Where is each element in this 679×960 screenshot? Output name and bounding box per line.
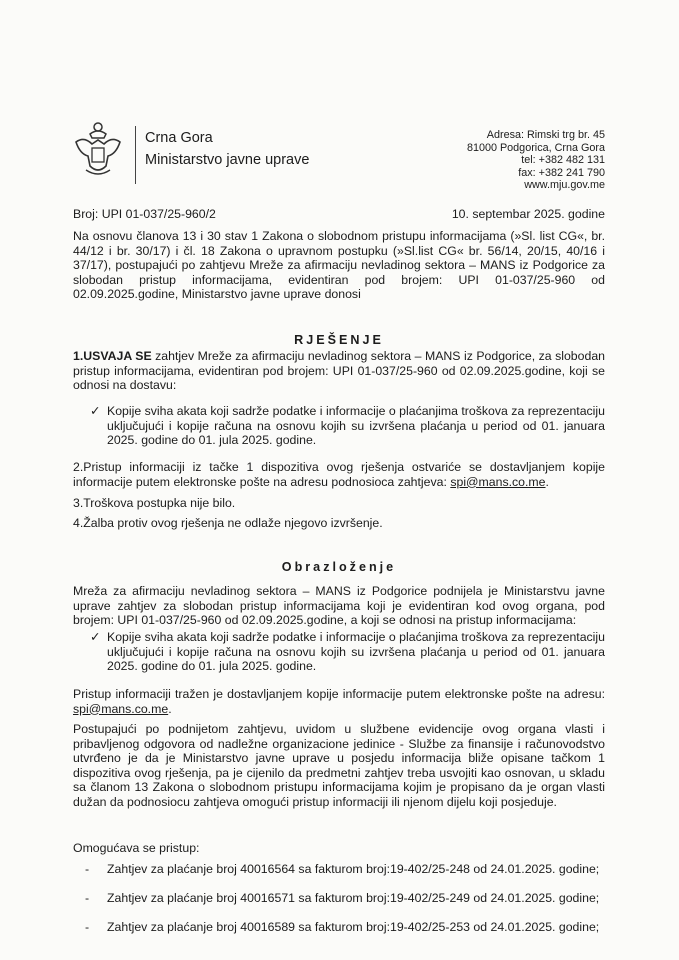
access-item bbox=[85, 920, 605, 935]
decision-item-2 bbox=[73, 460, 605, 489]
reasoning-bullet bbox=[90, 630, 605, 674]
address-block bbox=[467, 129, 605, 192]
checkmark-icon: ✓ bbox=[90, 404, 101, 418]
letterhead-divider bbox=[135, 126, 136, 184]
access-item-text: Zahtjev za plaćanje broj 40016564 sa fakturom broj:19-402/25-248 od 24.01.2025. godine; bbox=[107, 862, 600, 876]
access-intro: Omogućava se pristup: bbox=[73, 841, 200, 855]
decision-title: RJEŠENJE bbox=[294, 333, 384, 347]
intro-paragraph: Na osnovu članova 13 i 30 stav 1 Zakona o slobodnom pristupu informacijama (»Sl. list CG«, br. 44/12 i br. 30/17) i čl. 18 Zakona o upravnom postupku (»Sl.list CG« br. 56/14, 20/15, 40/16 i 37/17), postupajući po zahtjevu Mreže za afirmaciju nevladinog sektora – MANS iz Podgorice za slobodan pristup informacijama, evidentiran pod brojem: UPI 01-037/25-960 od 02.09.2025.godine, Ministarstvo javne uprave donosi bbox=[73, 229, 605, 302]
ministry-name: Ministarstvo javne uprave bbox=[145, 152, 310, 168]
access-item-text: Zahtjev za plaćanje broj 40016571 sa fakturom broj:19-402/25-249 od 24.01.2025. godine; bbox=[107, 891, 600, 905]
item2-text: 2.Pristup informaciji iz tačke 1 dispozitiva ovog rješenja ostvariće se dostavljanjem kopije informacije putem elektronske pošte na adresu podnosioca zahtjeva: bbox=[73, 460, 605, 489]
reasoning-paragraph-1: Mreža za afirmaciju nevladinog sektora – MANS iz Podgorice podnijela je Ministarstvu javne uprave zahtjev za slobodan pristup informacijama koji je evidentiran kod ovog organa, pod brojem: UPI 01-037/25-960 od 02.09.2025.godine, a koji se odnosi na pristup informacijama: bbox=[73, 584, 605, 628]
website-link[interactable]: www.mju.gov.me bbox=[524, 179, 605, 191]
reasoning-paragraph-2 bbox=[73, 687, 605, 716]
item1-bold: 1.USVAJA SE bbox=[73, 349, 152, 363]
address-line: Adresa: Rimski trg br. 45 bbox=[486, 129, 605, 141]
document-date: 10. septembar 2025. godine bbox=[451, 207, 605, 221]
reasoning-title: Obrazloženje bbox=[281, 560, 397, 574]
bullet-text: Kopije sviha akata koji sadrže podatke i informacije o plaćanjima troškova za reprezentaciju uključujući i kopije računa na osnovu kojih su izvršena plaćanja u period od 01. januara 2025. godine do 01. jula 2025. godine. bbox=[107, 630, 605, 674]
country-name: Crna Gora bbox=[145, 130, 213, 146]
dash-bullet: - bbox=[85, 891, 90, 905]
reference-number: Broj: UPI 01-037/25-960/2 bbox=[73, 207, 216, 221]
checkmark-icon: ✓ bbox=[90, 630, 101, 644]
decision-item-1 bbox=[73, 349, 605, 393]
reasoning-paragraph-3: Postupajući po podnijetom zahtjevu, uvidom u službene evidencije ovog organa vlasti i pribavljenog odgovora od nadležne organizacione jedinice - Službe za finansije i računovodstvo utvrđeno je da je Ministarstvo javne uprave u posjedu informacija bliže opisane tačkom 1 dispozitiva ovog rješenja, pa je cijenilo da predmetni zahtjev treba usvojiti kao osnovan, u skladu sa članom 13 Zakona o slobodnom pristupu informacijama kojim je propisano da je organ vlasti dužan da podnosiocu zahtjeva omogući pristup informaciji ili njenom dijelu koji posjeduje. bbox=[73, 722, 605, 809]
bullet-text: Kopije sviha akata koji sadrže podatke i informacije o plaćanjima troškova za reprezentaciju uključujući i kopije računa na osnovu kojih su izvršena plaćanja u period od 01. januara 2025. godine do 01. jula 2025. godine. bbox=[107, 404, 605, 448]
email-link[interactable]: spi@mans.co.me bbox=[450, 474, 546, 489]
p2-text: Pristup informaciji tražen je dostavljanjem kopije informacije putem elektronske pošte na adresu: bbox=[73, 687, 605, 701]
decision-item-3: 3.Troškova postupka nije bilo. bbox=[73, 496, 236, 510]
p2-end: . bbox=[168, 701, 172, 716]
access-item-text: Zahtjev za plaćanje broj 40016589 sa fakturom broj:19-402/25-253 od 24.01.2025. godine; bbox=[107, 920, 600, 934]
item2-end: . bbox=[545, 474, 549, 489]
dash-bullet: - bbox=[85, 920, 90, 934]
fax: fax: +382 241 790 bbox=[518, 166, 605, 179]
decision-bullet bbox=[90, 404, 605, 448]
email-link[interactable]: spi@mans.co.me bbox=[73, 701, 169, 716]
coat-of-arms-logo bbox=[72, 120, 124, 178]
phone: tel: +382 482 131 bbox=[521, 154, 605, 166]
dash-bullet: - bbox=[85, 862, 90, 876]
access-item bbox=[85, 862, 605, 877]
address-line: 81000 Podgorica, Crna Gora bbox=[466, 141, 605, 154]
decision-item-4: 4.Žalba protiv ovog rješenja ne odlaže njegovo izvršenje. bbox=[73, 516, 383, 530]
access-item bbox=[85, 891, 605, 906]
item1-text: zahtjev Mreže za afirmaciju nevladinog sektora – MANS iz Podgorice, za slobodan pristup informacijama, evidentiran pod brojem: UPI 01-037/25-960 od 02.09.2025.godine, koji se odnosi na dostavu: bbox=[73, 349, 605, 393]
